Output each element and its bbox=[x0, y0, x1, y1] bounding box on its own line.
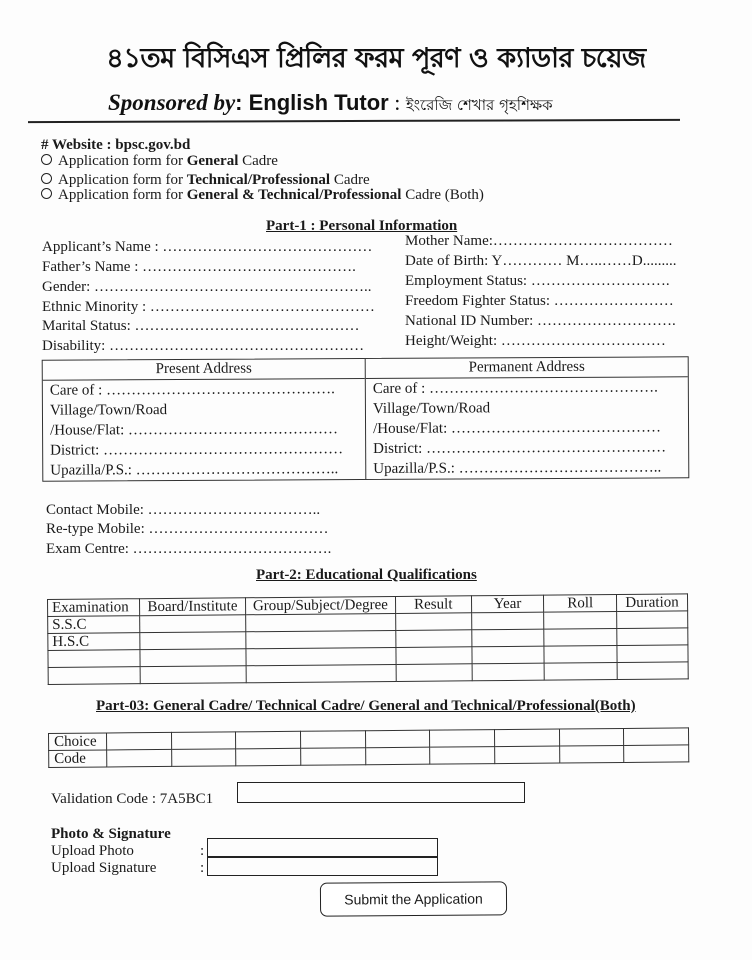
radio-icon[interactable] bbox=[41, 188, 52, 199]
validation-code-label: Validation Code : 7A5BC1 bbox=[51, 791, 214, 807]
applicant-name-field[interactable]: Applicant’s Name : …………………………………… bbox=[42, 239, 373, 255]
choice-cell[interactable] bbox=[107, 732, 172, 750]
col-roll: Roll bbox=[544, 595, 617, 613]
exam-centre-field[interactable]: Exam Centre: …………………………………. bbox=[46, 541, 332, 557]
table-cell[interactable] bbox=[544, 612, 617, 630]
permanent-house-field[interactable]: /House/Flat: …………………………………… bbox=[373, 419, 662, 437]
website-link[interactable]: # Website : bpsc.gov.bd bbox=[41, 137, 191, 153]
table-cell[interactable] bbox=[396, 647, 472, 665]
option-text: Cadre (Both) bbox=[401, 187, 484, 203]
code-label: Code bbox=[49, 750, 107, 768]
present-address bbox=[43, 359, 367, 481]
table-cell[interactable] bbox=[544, 629, 617, 647]
permanent-upazilla-field[interactable]: Upazilla/P.S.: ………………………………….. bbox=[373, 459, 662, 477]
table-cell[interactable] bbox=[471, 612, 544, 630]
address-box bbox=[42, 356, 690, 481]
upload-signature-label: Upload Signature bbox=[51, 860, 157, 876]
present-district-field[interactable]: District: ………………………………………… bbox=[50, 441, 344, 459]
table-cell[interactable] bbox=[246, 664, 396, 682]
table-cell[interactable] bbox=[617, 628, 688, 646]
code-cell[interactable] bbox=[365, 747, 430, 765]
sponsor-tagline: ইংরেজি শেখার গৃহশিক্ষক bbox=[405, 96, 553, 114]
date-of-birth-field[interactable]: Date of Birth: Y………… M…..……D......... bbox=[405, 253, 677, 269]
table-cell[interactable] bbox=[472, 646, 545, 664]
option-text: Cadre bbox=[330, 172, 370, 188]
choice-cell[interactable] bbox=[494, 729, 559, 747]
table-cell[interactable] bbox=[246, 613, 396, 631]
employment-status-field[interactable]: Employment Status: ………………………. bbox=[405, 273, 670, 289]
cadre-choice-table bbox=[48, 727, 689, 768]
freedom-fighter-field[interactable]: Freedom Fighter Status: …………………… bbox=[405, 293, 674, 309]
sponsor-name: English Tutor bbox=[248, 90, 389, 115]
table-cell[interactable] bbox=[471, 629, 544, 647]
choice-cell[interactable] bbox=[300, 731, 365, 749]
part2-heading: Part-2: Educational Qualifications bbox=[256, 567, 477, 583]
option-bold-text: Technical/Professional bbox=[186, 172, 331, 188]
table-cell[interactable] bbox=[140, 615, 246, 633]
present-house-field[interactable]: /House/Flat: …………………………………… bbox=[50, 421, 339, 439]
permanent-care-of-field[interactable]: Care of : ………………………………………. bbox=[372, 379, 658, 397]
choice-cell[interactable] bbox=[559, 728, 624, 746]
table-cell[interactable] bbox=[246, 630, 396, 648]
permanent-district-field[interactable]: District: ………………………………………… bbox=[373, 439, 667, 457]
sponsor-label: Sponsored by bbox=[108, 90, 236, 115]
choice-cell[interactable] bbox=[624, 728, 689, 746]
radio-icon[interactable] bbox=[41, 154, 52, 165]
choice-cell[interactable] bbox=[365, 730, 430, 748]
upload-signature-input[interactable] bbox=[207, 857, 438, 876]
code-cell[interactable] bbox=[430, 747, 495, 765]
contact-mobile-field[interactable]: Contact Mobile: …………………………….. bbox=[46, 502, 321, 518]
option-text: Application form for bbox=[58, 172, 187, 188]
mother-name-field[interactable]: Mother Name:……………………………… bbox=[405, 233, 673, 249]
upload-photo-colon: : bbox=[200, 843, 205, 859]
col-duration: Duration bbox=[617, 594, 688, 612]
code-cell[interactable] bbox=[171, 749, 236, 767]
photo-signature-heading: Photo & Signature bbox=[51, 826, 171, 842]
code-cell[interactable] bbox=[301, 748, 366, 766]
gender-field[interactable]: Gender: ……………………………………………….. bbox=[42, 279, 372, 295]
choice-cell[interactable] bbox=[236, 731, 301, 749]
choice-label: Choice bbox=[49, 733, 107, 751]
sponsor-colon: : bbox=[235, 90, 249, 115]
upload-photo-input[interactable] bbox=[207, 838, 438, 857]
table-cell[interactable] bbox=[472, 663, 545, 681]
ethnic-minority-field[interactable]: Ethnic Minority : ……………………………………… bbox=[42, 299, 375, 315]
exam-cell[interactable] bbox=[48, 650, 140, 668]
header-divider bbox=[28, 119, 680, 123]
sponsor-separator: : bbox=[388, 90, 406, 115]
retype-mobile-field[interactable]: Re-type Mobile: ……………………………… bbox=[46, 521, 329, 537]
code-cell[interactable] bbox=[236, 748, 301, 766]
code-cell[interactable] bbox=[559, 745, 624, 763]
permanent-address-heading: Permanent Address bbox=[366, 357, 688, 379]
table-cell[interactable] bbox=[396, 630, 472, 648]
code-cell[interactable] bbox=[495, 746, 560, 764]
part1-heading: Part-1 : Personal Information bbox=[266, 218, 458, 234]
table-cell[interactable] bbox=[544, 646, 617, 664]
upload-photo-label: Upload Photo bbox=[51, 843, 134, 859]
table-cell[interactable] bbox=[246, 647, 396, 665]
disability-field[interactable]: Disability: …………………………………………… bbox=[42, 338, 365, 354]
height-weight-field[interactable]: Height/Weight: …………………………… bbox=[405, 333, 666, 349]
present-village-label: Village/Town/Road bbox=[49, 402, 168, 419]
table-cell[interactable] bbox=[140, 666, 246, 684]
marital-status-field[interactable]: Marital Status: ……………………………………… bbox=[42, 318, 360, 334]
table-cell[interactable] bbox=[617, 662, 688, 680]
option-text: Application form for bbox=[58, 187, 187, 203]
option-bold-text: General bbox=[186, 153, 239, 169]
submit-button[interactable]: Submit the Application bbox=[320, 881, 507, 916]
col-examination: Examination bbox=[48, 599, 140, 617]
permanent-address bbox=[366, 357, 689, 479]
option-text: Application form for bbox=[58, 153, 187, 169]
code-cell[interactable] bbox=[624, 745, 689, 763]
present-address-heading: Present Address bbox=[43, 359, 365, 381]
validation-code-input[interactable] bbox=[237, 782, 525, 803]
table-cell[interactable] bbox=[544, 663, 617, 681]
present-care-of-field[interactable]: Care of : ………………………………………. bbox=[49, 381, 335, 399]
choice-cell[interactable] bbox=[430, 730, 495, 748]
table-cell[interactable] bbox=[617, 611, 688, 629]
table-cell[interactable] bbox=[617, 645, 688, 663]
table-cell[interactable] bbox=[140, 649, 246, 667]
col-year: Year bbox=[471, 595, 544, 613]
father-name-field[interactable]: Father’s Name : ……………………………………. bbox=[42, 259, 356, 275]
code-cell[interactable] bbox=[107, 749, 172, 767]
table-cell[interactable] bbox=[395, 613, 471, 631]
page-title: ৪১তম বিসিএস প্রিলির ফরম পূরণ ও ক্যাডার চয়েজ bbox=[106, 43, 646, 74]
table-cell[interactable] bbox=[140, 632, 246, 650]
radio-icon[interactable] bbox=[41, 173, 52, 184]
col-result: Result bbox=[395, 596, 471, 614]
present-upazilla-field[interactable]: Upazilla/P.S.: ………………………………….. bbox=[50, 461, 339, 479]
col-board: Board/Institute bbox=[139, 598, 245, 616]
upload-signature-colon: : bbox=[200, 860, 205, 876]
national-id-field[interactable]: National ID Number: ………………………. bbox=[405, 313, 676, 329]
table-cell[interactable] bbox=[396, 664, 472, 682]
option-general-cadre[interactable] bbox=[41, 153, 278, 170]
option-text: Cadre bbox=[238, 153, 278, 169]
sponsor-line bbox=[108, 90, 553, 119]
choice-cell[interactable] bbox=[171, 732, 236, 750]
col-group: Group/Subject/Degree bbox=[245, 596, 395, 614]
education-table bbox=[47, 593, 689, 685]
option-bold-text: General & Technical/Professional bbox=[186, 187, 402, 203]
exam-cell: H.S.C bbox=[48, 633, 140, 651]
exam-cell: S.S.C bbox=[48, 616, 140, 634]
permanent-village-label: Village/Town/Road bbox=[372, 400, 491, 417]
part3-heading: Part-03: General Cadre/ Technical Cadre/ General and Technical/Professional(Both) bbox=[96, 698, 636, 714]
option-both-cadre[interactable] bbox=[41, 187, 484, 204]
exam-cell[interactable] bbox=[48, 667, 140, 685]
